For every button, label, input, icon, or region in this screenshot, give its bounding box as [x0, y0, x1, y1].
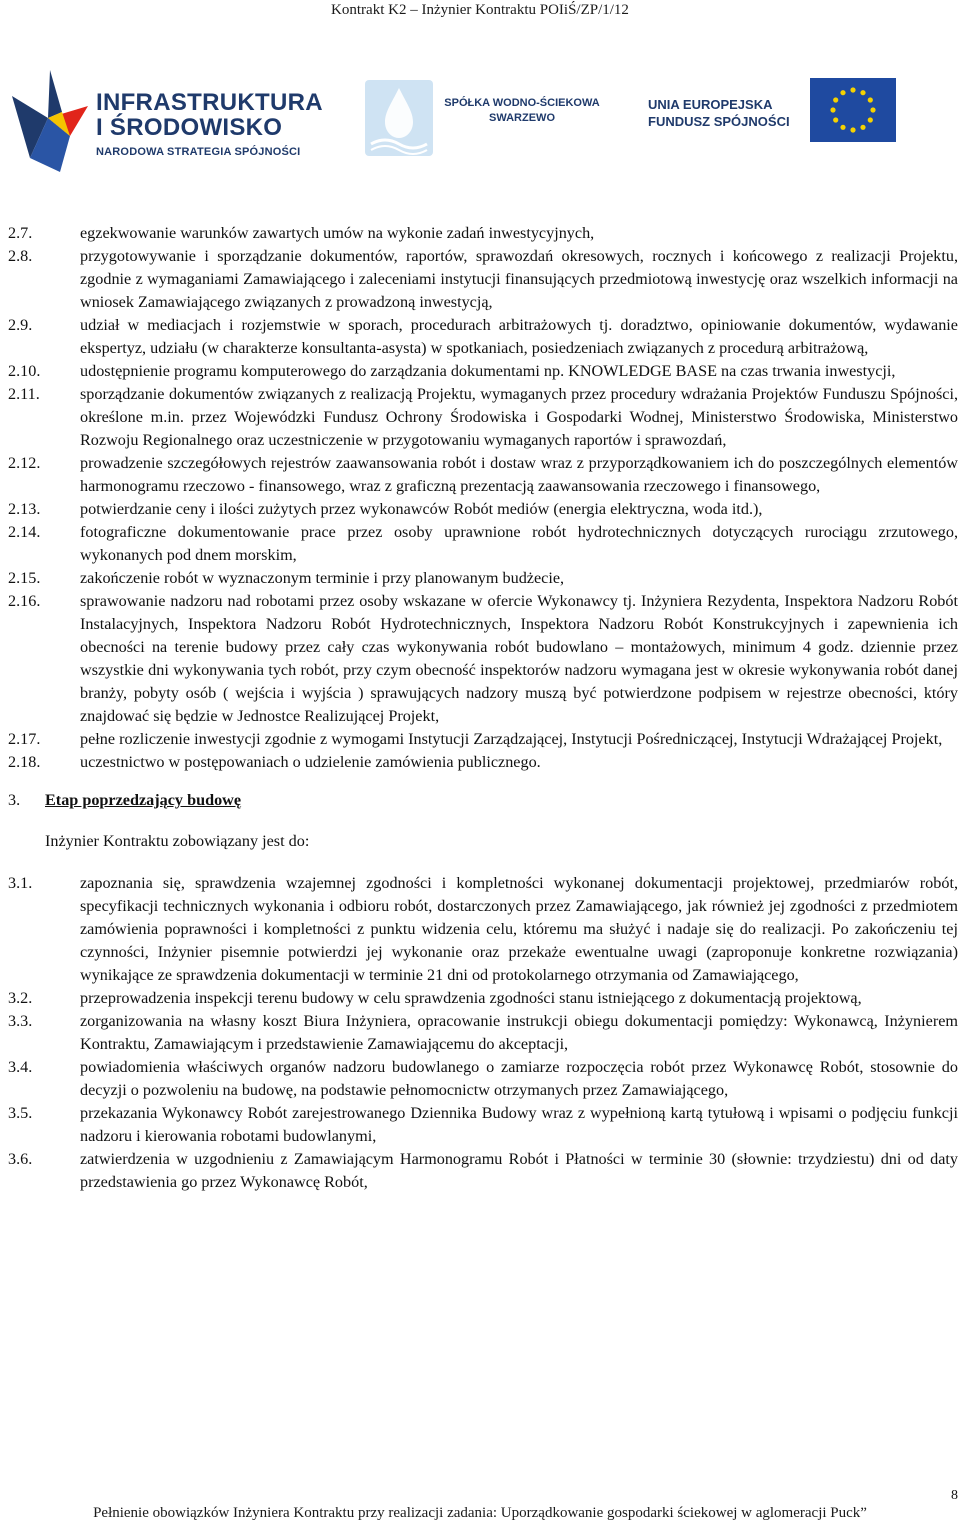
- item-number: 3.3.: [8, 1012, 33, 1030]
- item-text: zorganizowania na własny koszt Biura Inżyniera, opracowanie instrukcji obiegu dokumentacji pomiędzy: Wykonawcą, Inżynierem Kontraktu, Zamawiającym i przedstawienie Zamawiającemu do akceptacji,: [80, 1012, 958, 1053]
- item-text: zapoznania się, sprawdzenia wzajemnej zgodności i kompletności wykonanej dokumentacji projektowej, przedmiarów robót, specyfikacji technicznych wykonania i odbioru robót, dostarczonych przez Zamawiającego, jak również jej zgodności z przedmiotem zamówienia poprawności i kompletności z punktu widzenia celu, któremu ma służyć i nadaje się do realizacji. Po zakończeniu tej czynności, Inżynier pisemnie potwierdzi jej wykonanie oraz przekaże ewentualne uwagi (zaproponuje konkretne rozwiązania) wynikające ze sprawdzenia dokumentacji w terminie 21 dni od protokolarnego otrzymania od Zamawiającego,: [80, 874, 958, 984]
- section-3-heading: [0, 789, 960, 812]
- item-text: zatwierdzenia w uzgodnieniu z Zamawiającym Harmonogramu Robót i Płatności w terminie 30 (słownie: trzydziestu) dni od daty przedstawienia go przez Wykonawcę Robót,: [80, 1150, 958, 1191]
- item-text: przygotowywanie i sporządzanie dokumentów, raportów, sprawozdań okresowych, rocznych i końcowego z realizacji Projektu, zgodnie z wymaganiami Zamawiającego i zaleceniami instytucji finansujących przedmiotową inwestycję oraz wszelkich informacji na wniosek Zamawiającego związanych z prowadzoną inwestycją,: [80, 247, 958, 311]
- item-number: 2.7.: [8, 224, 33, 242]
- item-text: uczestnictwo w postępowaniach o udzielenie zamówienia publicznego.: [80, 753, 541, 771]
- list-item: [0, 383, 960, 452]
- spolka-line2: SWARZEWO: [489, 112, 555, 124]
- document-footer: Pełnienie obowiązków Inżyniera Kontraktu przy realizacji zadania: Uporządkowanie gospodarki ściekowej w aglomeracji Puck”: [93, 1505, 867, 1521]
- list-item: [0, 245, 960, 314]
- infrastruktura-line2: I ŚRODOWISKO: [96, 114, 283, 141]
- item-text: przeprowadzenia inspekcji terenu budowy w celu sprawdzenia zgodności stanu istniejącego z dokumentacją projektową,: [80, 989, 862, 1007]
- item-number: 3.5.: [8, 1104, 33, 1122]
- item-text: egzekwowanie warunków zawartych umów na wykonie zadań inwestycyjnych,: [80, 224, 595, 242]
- list-item: [0, 567, 960, 590]
- item-text: zakończenie robót w wyznaczonym terminie i przy planowanym budżecie,: [80, 569, 565, 587]
- list-item: [0, 452, 960, 498]
- eu-flag-icon: [810, 78, 896, 142]
- list-item: [0, 521, 960, 567]
- eu-line2: FUNDUSZ SPÓJNOŚCI: [648, 114, 790, 129]
- item-text: potwierdzanie ceny i ilości zużytych przez wykonawców Robót mediów (energia elektryczna, woda itd.),: [80, 500, 763, 518]
- item-number: 3.1.: [8, 874, 33, 892]
- spolka-name: [437, 96, 607, 126]
- item-number: 2.16.: [8, 592, 41, 610]
- water-drop-icon: [365, 80, 433, 156]
- eu-line1: UNIA EUROPEJSKA: [648, 97, 773, 112]
- item-number: 2.14.: [8, 523, 41, 541]
- task-list-3: [0, 872, 960, 1194]
- item-text: fotograficzne dokumentowanie prace przez osoby uprawnione robót hydrotechnicznych dotyczących rurociągu zrzutowego, wykonanych pod dnem morskim,: [80, 523, 958, 564]
- list-item: [0, 314, 960, 360]
- item-number: 3.2.: [8, 989, 33, 1007]
- list-item: [0, 728, 960, 751]
- item-number: 2.11.: [8, 385, 40, 403]
- item-text: udostępnienie programu komputerowego do zarządzania dokumentami np. KNOWLEDGE BASE na czas trwania inwestycji,: [80, 362, 896, 380]
- item-text: pełne rozliczenie inwestycji zgodnie z wymogami Instytucji Zarządzającej, Instytucji Pośredniczącej, Instytucji Wdrażającej Projekt,: [80, 730, 943, 748]
- section-intro: Inżynier Kontraktu zobowiązany jest do:: [45, 832, 310, 850]
- section-title: Etap poprzedzający budowę: [45, 791, 242, 809]
- list-item: [0, 1010, 960, 1056]
- item-number: 2.15.: [8, 569, 41, 587]
- item-text: udział w mediacjach i rozjemstwie w sporach, procedurach arbitrażowych tj. doradztwo, opiniowanie dokumentów, wydawanie ekspertyz, udziału (w charakterze konsultanta-asysta) w spotkaniach, posiedzeniach związanych z procedurą arbitrażową,: [80, 316, 958, 357]
- list-item: [0, 1102, 960, 1148]
- list-item: [0, 590, 960, 728]
- item-number: 3.4.: [8, 1058, 33, 1076]
- infrastruktura-line1: INFRASTRUKTURA: [96, 89, 323, 116]
- list-item: [0, 222, 960, 245]
- infrastruktura-logo: [10, 66, 323, 178]
- item-number: 2.8.: [8, 247, 33, 265]
- item-text: sprawowanie nadzoru nad robotami przez osoby wskazane w ofercie Wykonawcy tj. Inżyniera Rezydenta, Inspektora Nadzoru Robót Instalacyjnych, Inspektora Nadzoru Robót Hydrotechnicznych, Inspektora Nadzoru Robót Konstrukcyjnych i zapewnienia ich obecności na terenie budowy przez cały czas wykonywania robót budowlano – montażowych, minimum 4 godz. dziennie przez wszystkie dni wykonywania tych robót, przy czym obecność inspektorów nadzoru wymagana jest w okresie wykonywania robót danej branży, pobyty osób ( wejścia i wyjścia ) sprawujących nadzory muszą być potwierdzone podpisem w rejestrze obecności, który znajdować się będzie w Jednostce Realizującej Projekt,: [80, 592, 958, 725]
- task-list-2: [0, 222, 960, 774]
- infrastruktura-symbol-icon: [10, 66, 90, 176]
- list-item: [0, 987, 960, 1010]
- logo-bar: [0, 58, 960, 182]
- list-item: [0, 1056, 960, 1102]
- item-number: 2.17.: [8, 730, 41, 748]
- item-text: przekazania Wykonawcy Robót zarejestrowanego Dziennika Budowy wraz z wypełnioną kartą tytułową i wpisami o podjęciu funkcji nadzoru i kierowania robotami budowlanymi,: [80, 1104, 958, 1145]
- infrastruktura-subtitle: NARODOWA STRATEGIA SPÓJNOŚCI: [96, 146, 301, 158]
- item-number: 2.9.: [8, 316, 33, 334]
- document-body: [0, 222, 960, 1194]
- list-item: [0, 872, 960, 987]
- spolka-logo: [365, 80, 615, 160]
- eu-logo: [648, 78, 908, 168]
- item-number: 3.6.: [8, 1150, 33, 1168]
- item-number: 2.13.: [8, 500, 41, 518]
- item-number: 2.12.: [8, 454, 41, 472]
- list-item: [0, 498, 960, 521]
- list-item: [0, 360, 960, 383]
- item-text: prowadzenie szczegółowych rejestrów zaawansowania robót i dostaw wraz z przyporządkowaniem ich do poszczególnych elementów harmonogramu rzeczowo - finansowego, wraz z graficzną prezentacją zaawansowania rzeczowego i finansowego,: [80, 454, 958, 495]
- item-text: sporządzanie dokumentów związanych z realizacją Projektu, wymaganych przez procedury wdrażania Projektów Funduszu Spójności, określone m.in. przez Wojewódzki Fundusz Ochrony Środowiska i Gospodarki Wodnej, Ministerstwo Środowiska, Ministerstwo Rozwoju Regionalnego oraz uczestniczenie w przygotowaniu wymaganych raportów i sprawozdań,: [80, 385, 958, 449]
- item-number: 2.18.: [8, 753, 41, 771]
- infrastruktura-name: [96, 90, 323, 140]
- list-item: [0, 751, 960, 774]
- item-text: powiadomienia właściwych organów nadzoru budowlanego o zamiarze rozpoczęcia robót przez Wykonawcę Robót, stosownie do decyzji o pozwoleniu na budowę, na podstawie pełnomocnictw otrzymanych przez Zamawiającego,: [80, 1058, 958, 1099]
- item-number: 2.10.: [8, 362, 41, 380]
- list-item: [0, 1148, 960, 1194]
- document-header: Kontrakt K2 – Inżynier Kontraktu POIiŚ/ZP/1/12: [331, 2, 629, 18]
- section-number: 3.: [8, 791, 21, 809]
- spolka-line1: SPÓŁKA WODNO-ŚCIEKOWA: [444, 97, 600, 109]
- eu-name: [648, 96, 790, 130]
- page-number: 8: [951, 1488, 958, 1503]
